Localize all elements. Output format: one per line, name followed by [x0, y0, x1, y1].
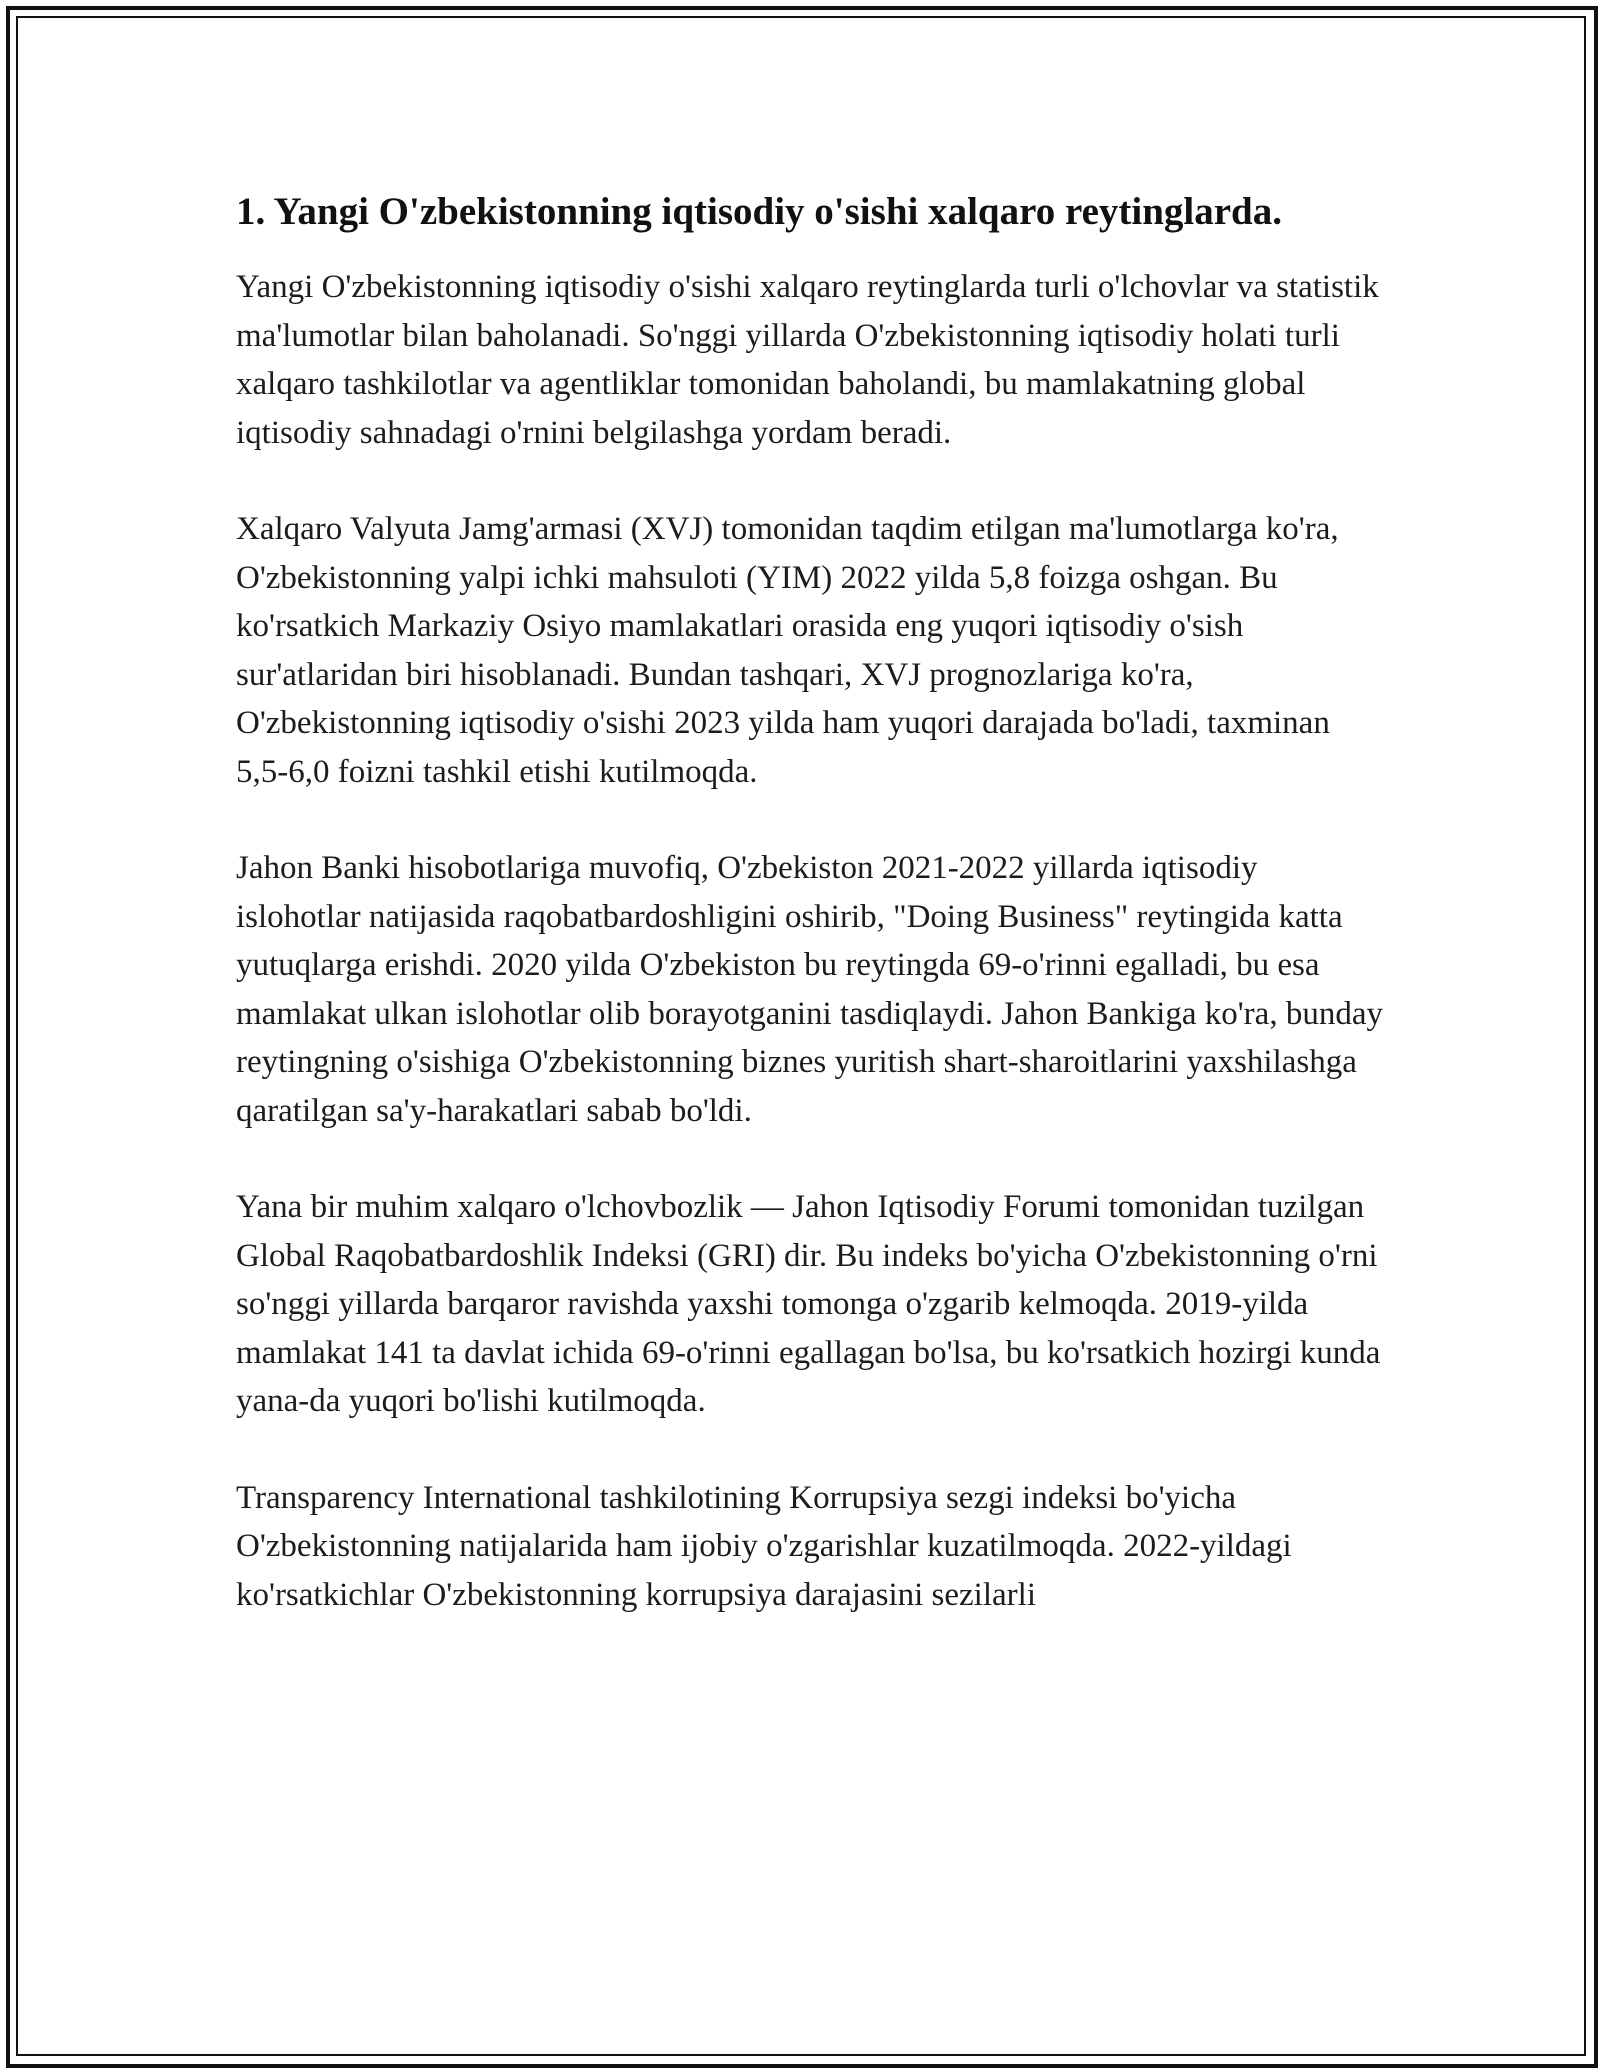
- paragraph-5: Transparency International tashkilotining Korrupsiya sezgi indeksi bo'yicha O'zbekistonning natijalarida ham ijobiy o'zgarishlar kuzatilmoqda. 2022-yildagi ko'rsatkichlar O'zbekistonning korrupsiya darajasini sezilarli: [236, 1479, 1292, 1613]
- section-heading: 1. Yangi O'zbekistonning iqtisodiy o'sishi xalqaro reytinglarda.: [236, 190, 1282, 233]
- document-body: [236, 186, 1386, 1667]
- paragraph-4: Yana bir muhim xalqaro o'lchovbozlik — Jahon Iqtisodiy Forumi tomonidan tuzilgan Global Raqobatbardoshlik Indeksi (GRI) dir. Bu indeks bo'yicha O'zbekistonning o'rni so'nggi yillarda barqaror ravishda yaxshi tomonga o'zgarib kelmoqda. 2019-yilda mamlakat 141 ta davlat ichida 69-o'rinni egallagan bo'lsa, bu ko'rsatkich hozirgi kunda yana-da yuqori bo'lishi kutilmoqda.: [236, 1189, 1381, 1419]
- paragraph-1: Yangi O'zbekistonning iqtisodiy o'sishi xalqaro reytinglarda turli o'lchovlar va statistik ma'lumotlar bilan baholanadi. So'nggi yillarda O'zbekistonning iqtisodiy holati turli xalqaro tashkilotlar va agentliklar tomonidan baholandi, bu mamlakatning global iqtisodiy sahnadagi o'rnini belgilashga yordam beradi.: [236, 269, 1379, 451]
- paragraph-2: Xalqaro Valyuta Jamg'armasi (XVJ) tomonidan taqdim etilgan ma'lumotlarga ko'ra, O'zbekistonning yalpi ichki mahsuloti (YIM) 2022 yilda 5,8 foizga oshgan. Bu ko'rsatkich Markaziy Osiyo mamlakatlari orasida eng yuqori iqtisodiy o'sish sur'atlaridan biri hisoblanadi. Bundan tashqari, XVJ prognozlariga ko'ra, O'zbekistonning iqtisodiy o'sishi 2023 yilda ham yuqori darajada bo'ladi, taxminan 5,5-6,0 foizni tashkil etishi kutilmoqda.: [236, 511, 1339, 790]
- paragraph-3: Jahon Banki hisobotlariga muvofiq, O'zbekiston 2021-2022 yillarda iqtisodiy islohotlar natijasida raqobatbardoshligini oshirib, "Doing Business" reytingida katta yutuqlarga erishdi. 2020 yilda O'zbekiston bu reytingda 69-o'rinni egalladi, bu esa mamlakat ulkan islohotlar olib borayotganini tasdiqlaydi. Jahon Bankiga ko'ra, bunday reytingning o'sishiga O'zbekistonning biznes yuritish shart-sharoitlarini yaxshilashga qaratilgan sa'y-harakatlari sabab bo'ldi.: [236, 850, 1383, 1129]
